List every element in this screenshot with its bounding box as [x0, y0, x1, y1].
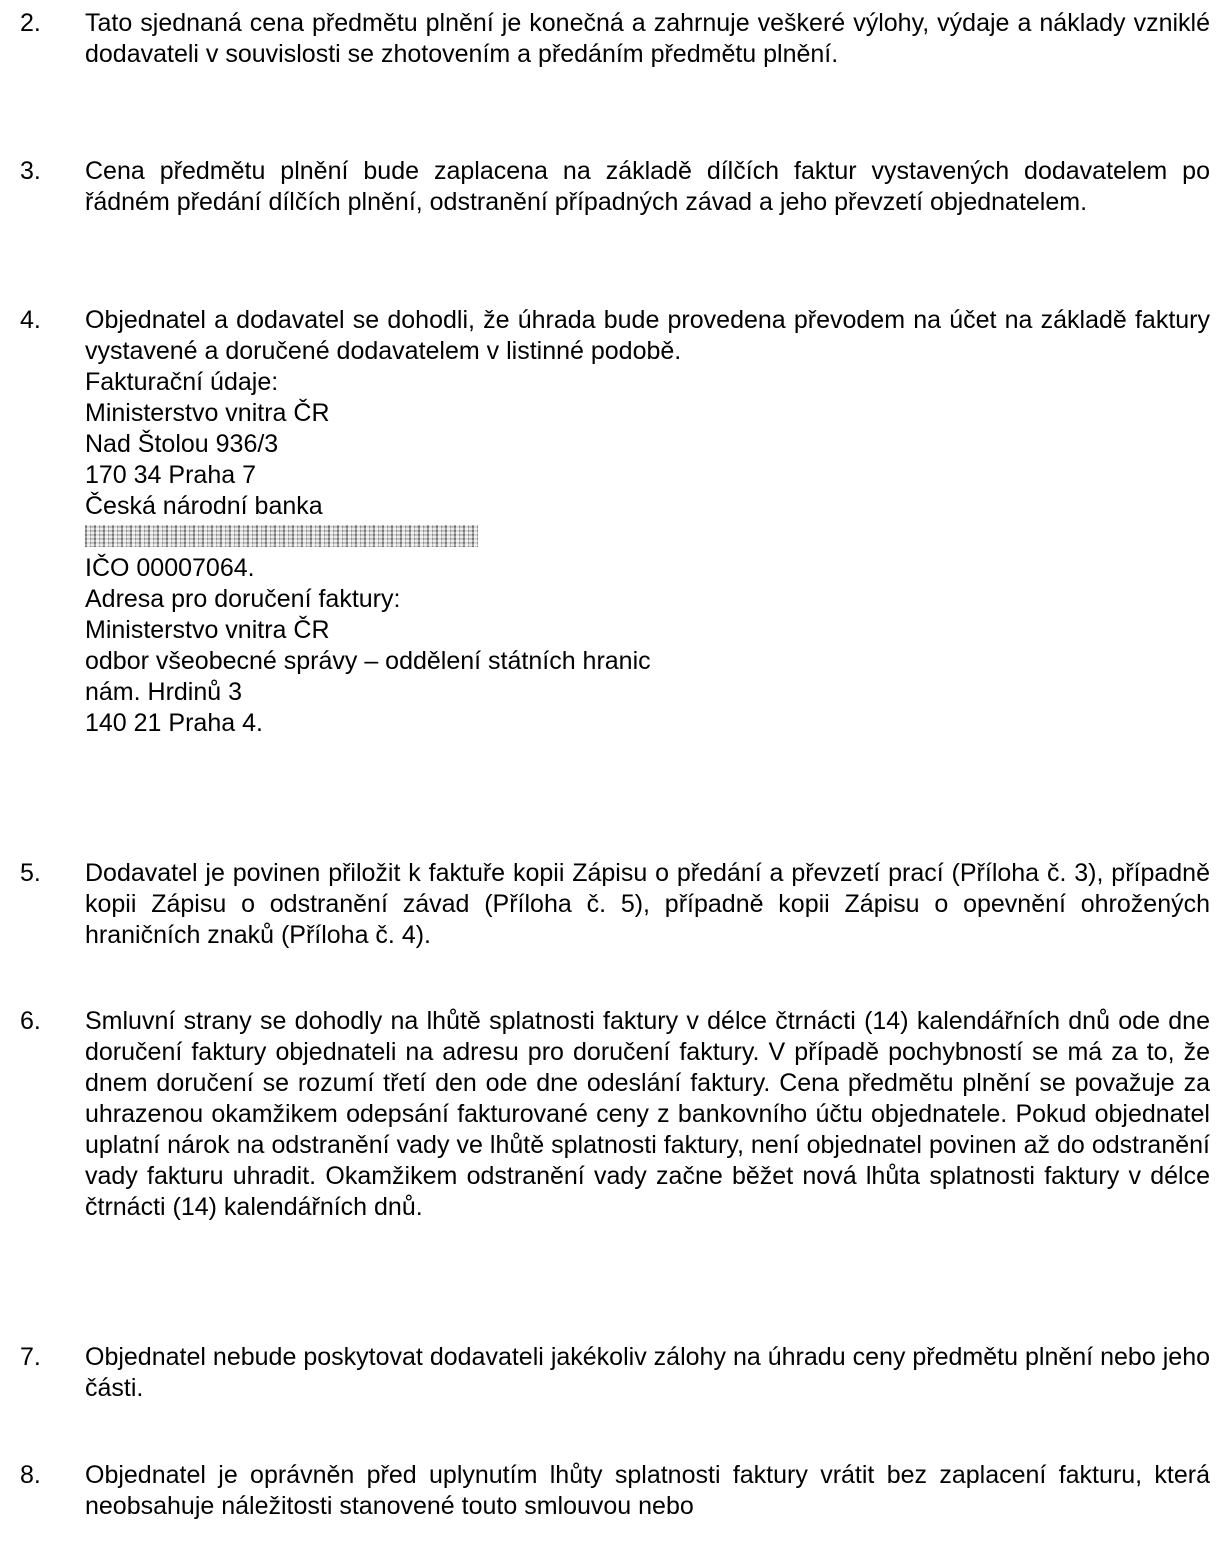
clause-number: 7.: [20, 1343, 41, 1371]
ico-line: IČO 00007064.: [85, 554, 255, 582]
clause-4: [20, 305, 1210, 739]
clause-3: [20, 156, 1210, 218]
clause-number: 4.: [20, 306, 41, 334]
clause-number: 3.: [20, 157, 41, 185]
redacted-bank-account: [85, 525, 478, 547]
delivery-line: Ministerstvo vnitra ČR: [85, 616, 330, 644]
clause-text: Tato sjednaná cena předmětu plnění je konečná a zahrnuje veškeré výlohy, výdaje a náklady vzniklé dodavateli v souvislosti se zhotovením a předáním předmětu plnění.: [85, 9, 1210, 68]
clause-6: [20, 1006, 1210, 1223]
clause-number: 8.: [20, 1461, 41, 1489]
billing-line: Nad Štolou 936/3: [85, 430, 279, 458]
clause-2: [20, 8, 1210, 70]
clause-7: [20, 1342, 1210, 1404]
delivery-line: 140 21 Praha 4.: [85, 709, 263, 737]
clause-text: Objednatel a dodavatel se dohodli, že úhrada bude provedena převodem na účet na základě faktury vystavené a doručené dodavatelem v listinné podobě.: [85, 306, 1210, 365]
delivery-label: Adresa pro doručení faktury:: [85, 585, 401, 613]
delivery-line: nám. Hrdinů 3: [85, 678, 243, 706]
clause-body: [85, 305, 1210, 739]
clause-5: [20, 858, 1210, 951]
clause-number: 5.: [20, 859, 41, 887]
billing-line: 170 34 Praha 7: [85, 461, 256, 489]
clause-text: Objednatel je oprávněn před uplynutím lhůty splatnosti faktury vrátit bez zaplacení fakturu, která neobsahuje náležitosti stanovené touto smlouvou nebo: [85, 1461, 1210, 1520]
billing-line: Ministerstvo vnitra ČR: [85, 399, 330, 427]
clause-number: 6.: [20, 1007, 41, 1035]
delivery-line: odbor všeobecné správy – oddělení státních hranic: [85, 647, 651, 675]
clause-number: 2.: [20, 9, 41, 37]
clause-text: Dodavatel je povinen přiložit k faktuře kopii Zápisu o předání a převzetí prací (Příloha č. 3), případně kopii Zápisu o odstranění závad (Příloha č. 5), případně kopii Zápisu o opevnění ohrožených hraničních znaků (Příloha č. 4).: [85, 859, 1210, 949]
billing-line: Česká národní banka: [85, 492, 323, 520]
clause-text: Objednatel nebude poskytovat dodavateli jakékoliv zálohy na úhradu ceny předmětu plnění nebo jeho části.: [85, 1343, 1210, 1402]
billing-label: Fakturační údaje:: [85, 368, 279, 396]
clause-8: [20, 1460, 1210, 1522]
clause-text: Smluvní strany se dohodly na lhůtě splatnosti faktury v délce čtrnácti (14) kalendářních dnů ode dne doručení faktury objednateli na adresu pro doručení faktury. V případě pochybností se má za to, že dnem doručení se rozumí třetí den ode dne odeslání faktury. Cena předmětu plnění se považuje za uhrazenou okamžikem odepsání fakturované ceny z bankovního účtu objednatele. Pokud objednatel uplatní nárok na odstranění vady ve lhůtě splatnosti faktury, není objednatel povinen až do odstranění vady fakturu uhradit. Okamžikem odstranění vady začne běžet nová lhůta splatnosti faktury v délce čtrnácti (14) kalendářních dnů.: [85, 1007, 1210, 1221]
clause-text: Cena předmětu plnění bude zaplacena na základě dílčích faktur vystavených dodavatelem po řádném předání dílčích plnění, odstranění případných závad a jeho převzetí objednatelem.: [85, 157, 1210, 216]
